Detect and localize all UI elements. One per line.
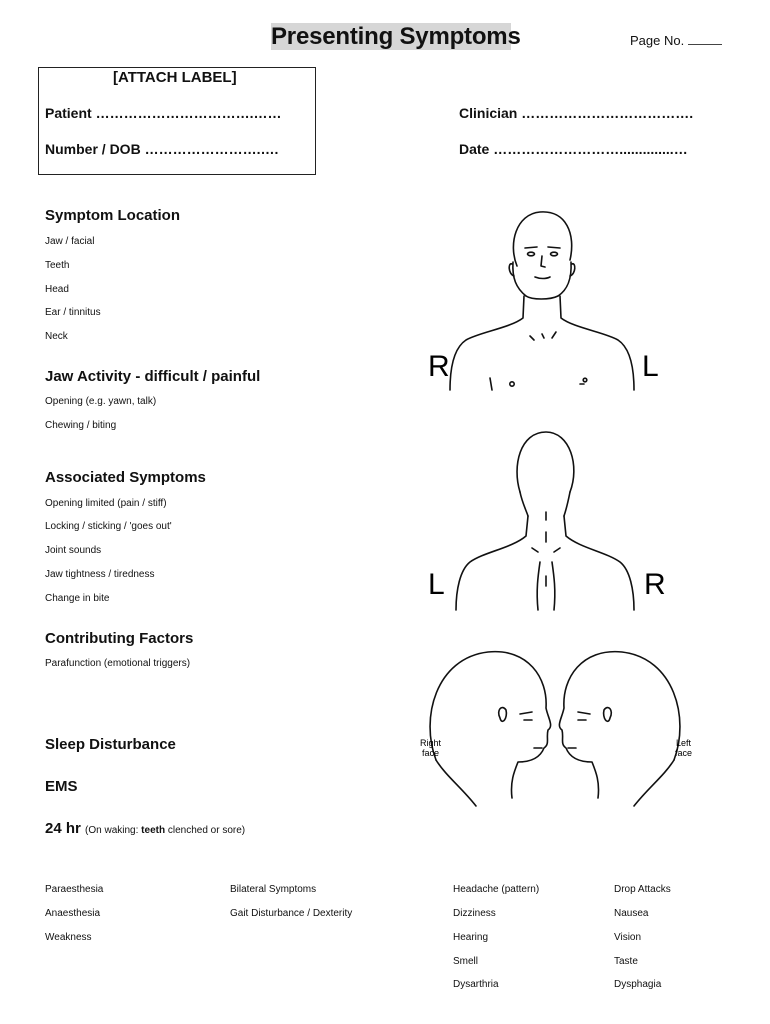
back-body-figure[interactable] (420, 426, 670, 612)
neuro-symptom-item: Drop Attacks (614, 884, 671, 895)
neuro-symptom-item: Bilateral Symptoms (230, 884, 317, 895)
profile-heads-figure[interactable] (416, 648, 696, 810)
symptom-location-item: Teeth (45, 260, 70, 271)
patient-field[interactable]: Patient …………………………….…… (45, 105, 282, 121)
symptom-location-item: Neck (45, 331, 68, 342)
24hr-note: (On waking: teeth clenched or sore) (85, 825, 246, 836)
jaw-activity-item: Chewing / biting (45, 420, 117, 431)
left-face-label-line2: face (675, 748, 693, 758)
page-number-blank[interactable] (688, 44, 722, 45)
associated-symptom-item: Opening limited (pain / stiff) (45, 498, 167, 509)
neuro-symptom-item: Weakness (45, 932, 92, 943)
right-face-label-line1: Right (420, 738, 442, 748)
neuro-symptom-item: Smell (453, 956, 479, 967)
neuro-symptom-item: Paraesthesia (45, 884, 104, 895)
neuro-symptom-item: Gait Disturbance / Dexterity (230, 908, 353, 919)
neuro-symptom-item: Dysphagia (614, 979, 662, 990)
ems-heading: EMS (45, 778, 78, 795)
symptom-location-item: Head (45, 284, 69, 295)
sleep-disturbance-heading: Sleep Disturbance (45, 736, 176, 753)
front-figure-left-letter: R (428, 350, 450, 383)
right-face-label-line2: face (422, 748, 440, 758)
24hr-heading (45, 820, 245, 837)
associated-symptom-item: Change in bite (45, 593, 110, 604)
neuro-symptom-item: Dysarthria (453, 979, 499, 990)
neuro-symptom-item: Nausea (614, 908, 649, 919)
page-title: Presenting Symptoms (271, 23, 521, 50)
jaw-activity-heading: Jaw Activity - difficult / painful (45, 368, 261, 385)
neuro-symptom-item: Taste (614, 956, 638, 967)
symptom-location-item: Jaw / facial (45, 236, 95, 247)
neuro-symptom-item: Headache (pattern) (453, 884, 540, 895)
back-figure-right-letter: R (644, 568, 666, 601)
page-number-label: Page No. (630, 33, 685, 48)
associated-symptom-item: Jaw tightness / tiredness (45, 569, 155, 580)
number-dob-field[interactable]: Number / DOB …………………….…. (45, 141, 279, 157)
symptom-location-item: Ear / tinnitus (45, 307, 101, 318)
associated-symptom-item: Locking / sticking / 'goes out' (45, 521, 172, 532)
symptom-location-heading: Symptom Location (45, 207, 181, 224)
front-body-figure[interactable] (420, 204, 670, 394)
neuro-symptom-item: Vision (614, 932, 642, 943)
date-field[interactable]: Date ………………………..............… (459, 141, 688, 157)
jaw-activity-item: Opening (e.g. yawn, talk) (45, 396, 157, 407)
contributing-factor-item: Parafunction (emotional triggers) (45, 658, 191, 669)
left-face-label-line1: Left (676, 738, 692, 748)
neuro-symptom-item: Anaesthesia (45, 908, 101, 919)
neuro-symptom-item: Hearing (453, 932, 489, 943)
associated-symptoms-heading: Associated Symptoms (45, 469, 206, 486)
associated-symptom-item: Joint sounds (45, 545, 102, 556)
contributing-factors-heading: Contributing Factors (45, 630, 194, 647)
clinician-field[interactable]: Clinician ………………………………. (459, 105, 694, 121)
back-figure-left-letter: L (428, 568, 445, 601)
front-figure-right-letter: L (642, 350, 659, 383)
neuro-symptom-item: Dizziness (453, 908, 496, 919)
page-number-field[interactable] (630, 33, 722, 48)
24hr-label: 24 hr (45, 820, 81, 837)
attach-label-heading: [ATTACH LABEL] (113, 69, 237, 86)
